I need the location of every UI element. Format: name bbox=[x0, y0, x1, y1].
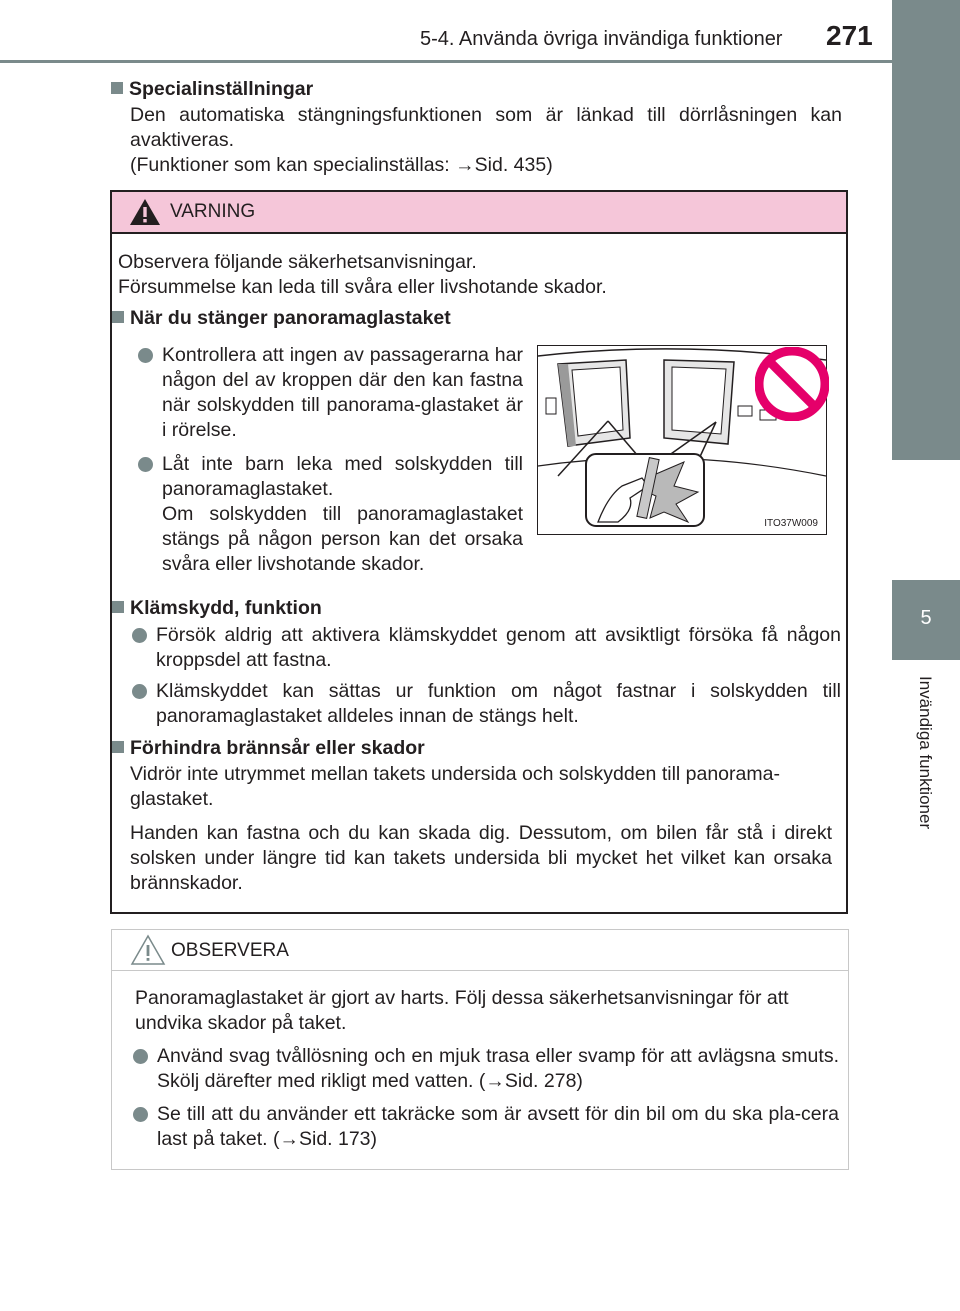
section-closing-roof-bullets bbox=[138, 343, 523, 577]
special-heading: Specialinställningar bbox=[111, 77, 313, 102]
bullet-item: Försök aldrig att aktivera klämskyddet genom att avsiktligt försöka få någon kroppsdel att fastna. bbox=[132, 623, 841, 673]
square-bullet-icon bbox=[111, 82, 123, 94]
bullet-item: Kontrollera att ingen av passagerarna har någon del av kroppen där den kan fastna när solskydden till panorama-glastaket är i rörelse. bbox=[138, 343, 523, 443]
image-code: ITO37W009 bbox=[764, 518, 818, 529]
round-bullet-icon bbox=[138, 348, 153, 363]
notice-bullets bbox=[133, 1044, 839, 1152]
chapter-number: 5 bbox=[920, 607, 932, 629]
prohibition-icon bbox=[755, 347, 829, 421]
chapter-label: Invändiga funktioner bbox=[916, 676, 935, 830]
square-bullet-icon bbox=[112, 601, 124, 613]
warning-triangle-icon bbox=[128, 197, 162, 227]
notice-header bbox=[112, 930, 848, 971]
running-header: 5-4. Använda övriga invändiga funktioner bbox=[420, 28, 783, 50]
section-pinch-heading: Klämskydd, funktion bbox=[112, 596, 322, 621]
chapter-tab-upper bbox=[892, 0, 960, 460]
warning-box bbox=[110, 190, 848, 914]
bullet-item: Använd svag tvållösning och en mjuk trasa eller svamp för att avlägsna smuts. Skölj därefter med rikligt med vatten. (→Sid. 278) bbox=[133, 1044, 839, 1094]
warning-title: VARNING bbox=[170, 201, 256, 222]
notice-title: OBSERVERA bbox=[171, 940, 289, 961]
round-bullet-icon bbox=[132, 684, 147, 699]
special-text: Den automatiska stängningsfunktionen som är länkad till dörrlåsningen kan avaktiveras. (Funktioner som kan specialinställas: →Sid. 435) bbox=[130, 104, 842, 176]
bullet-item: Låt inte barn leka med solskydden till panoramaglastaket. Om solskydden till panoramaglastaket stängs på någon person kan det orsaka svåra eller livshotande skador. bbox=[138, 452, 523, 577]
round-bullet-icon bbox=[132, 628, 147, 643]
caution-triangle-icon bbox=[130, 934, 166, 966]
round-bullet-icon bbox=[133, 1049, 148, 1064]
round-bullet-icon bbox=[133, 1107, 148, 1122]
notice-intro: Panoramaglastaket är gjort av harts. Följ dessa säkerhetsanvisningar för att undvika skador på taket. bbox=[135, 987, 789, 1034]
notice-box bbox=[111, 929, 849, 1170]
chapter-tab bbox=[892, 0, 960, 1311]
section-burns-text: Vidrör inte utrymmet mellan takets undersida och solskydden till panorama-glastaket. Handen kan fastna och du kan skada dig. Dessutom, om bilen får stå i direkt solsken under längre tid kan takets undersida bli mycket het vilket kan orsaka brännskador. bbox=[130, 763, 832, 894]
square-bullet-icon bbox=[112, 311, 124, 323]
section-pinch-bullets bbox=[132, 623, 841, 729]
bullet-item: Se till att du använder ett takräcke som är avsett för din bil om du ska pla-cera last på taket. (→Sid. 173) bbox=[133, 1102, 839, 1152]
round-bullet-icon bbox=[138, 457, 153, 472]
page-number: 271 bbox=[826, 20, 873, 51]
warning-header bbox=[112, 192, 846, 234]
warning-intro: Observera följande säkerhetsanvisningar. Försummelse kan leda till svåra eller livshotande skador. bbox=[118, 251, 607, 298]
bullet-item: Klämskyddet kan sättas ur funktion om något fastnar i solskydden till panoramaglastaket alldeles innan de stängs helt. bbox=[132, 679, 841, 729]
section-closing-roof-heading: När du stänger panoramaglastaket bbox=[112, 306, 451, 331]
square-bullet-icon bbox=[112, 741, 124, 753]
section-burns-heading: Förhindra brännsår eller skador bbox=[112, 736, 425, 761]
header-rule bbox=[0, 60, 960, 63]
